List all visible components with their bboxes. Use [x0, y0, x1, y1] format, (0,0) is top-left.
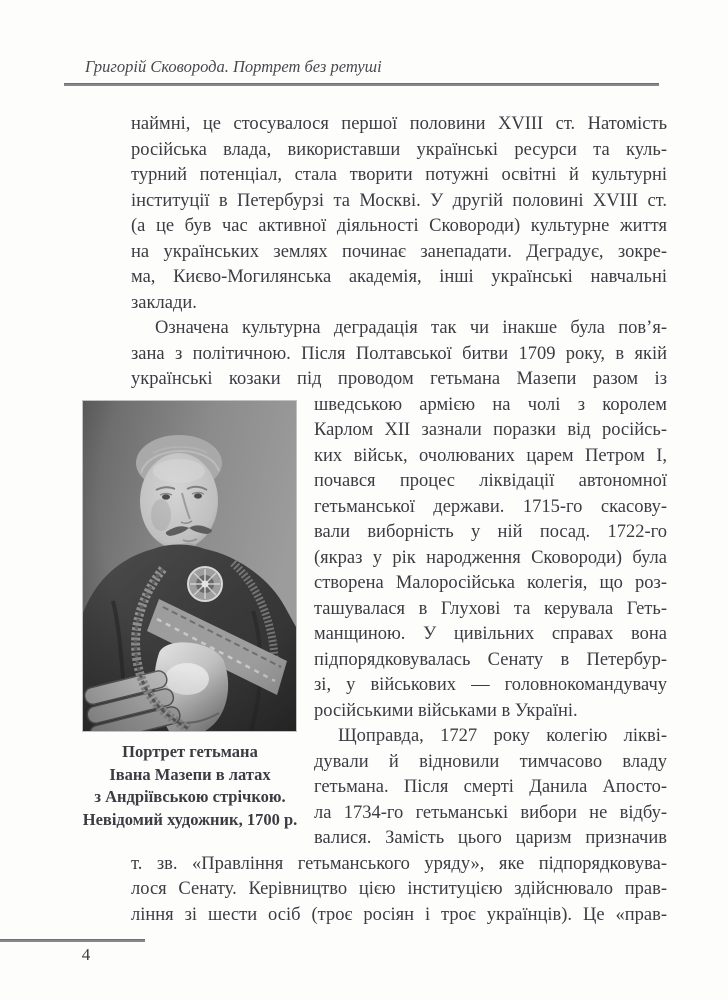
body-line: ла 1734-го гетьманські вибори не відбу-	[314, 802, 667, 823]
body-line: російськими військами в Україні.	[314, 700, 578, 721]
body-line: гетьмана. Після смерті Данила Апосто-	[314, 777, 667, 797]
body-line: шведською армією на чолі з королем	[314, 394, 667, 415]
body-line: підпорядковувалась Сенату в Петербур-	[314, 649, 667, 670]
body-line: Означена культурна деградація так чи інакше була пов’я-	[155, 318, 667, 338]
mazepa-portrait-illustration	[83, 401, 296, 731]
body-line: Карлом XII зазнали поразки від російсь-	[314, 420, 667, 440]
body-line: манщиною. У цивільних справах вона	[314, 624, 667, 644]
body-line: ташувалася в Глухові та керувала Геть-	[314, 598, 667, 619]
body-line: російська влада, використавши українські ресурси та куль-	[131, 139, 667, 160]
header-rule	[64, 83, 659, 86]
body-line: (якраз у рік народження Сковороди) була	[314, 547, 667, 568]
caption-line: Івана Мазепи в латах	[109, 764, 271, 784]
body-line: турний потенціал, стала творити потужні освітні й культурні	[131, 165, 667, 185]
body-line: зі, у військових — головнокомандувачу	[314, 675, 667, 695]
page-number: 4	[81, 945, 91, 964]
body-line: створена Малоросійська колегія, що роз-	[314, 573, 667, 593]
body-line: на українських землях починає занепадати. Деградує, зокре-	[131, 241, 667, 262]
footer-rule	[0, 939, 145, 942]
figure-caption	[55, 741, 325, 831]
body-line: (а це був час активної діяльності Сковороди) культурне життя	[131, 216, 667, 236]
caption-line: Невідомий художник, 1700 р.	[82, 809, 298, 829]
body-line: ких військ, очолюваних царем Петром I,	[314, 445, 667, 466]
body-line: вали виборність у ній посад. 1722-го	[314, 522, 667, 542]
body-line: почався процес ліквідації автономної	[314, 471, 667, 491]
body-line: інституції в Петербурзі та Москві. У другій половині XVIII ст.	[131, 190, 667, 211]
portrait-image	[82, 400, 297, 732]
body-line: зана з політичною. Після Полтавської битви 1709 року, в якій	[131, 343, 667, 364]
body-line: дували й відновили тимчасово владу	[314, 751, 667, 772]
body-line: Щоправда, 1727 року колегію лікві-	[338, 726, 667, 746]
body-line: гетьманської держави. 1715-го скасову-	[314, 496, 667, 517]
body-line: наймні, це стосувалося першої половини XVIII ст. Натомість	[131, 114, 667, 134]
body-line: ма, Києво-Могилянська академія, інші українські навчальні	[131, 267, 667, 287]
body-line: українські козаки під проводом гетьмана Мазепи разом із	[131, 369, 667, 389]
caption-line: з Андріївською стрічкою.	[94, 787, 286, 806]
body-line: валися. Замість цього царизм призначив	[314, 828, 667, 848]
body-line: заклади.	[131, 292, 197, 313]
body-line: лося Сенату. Керівництво цією інституцією здійснювало прав-	[131, 879, 667, 899]
body-line: ління зі шести осіб (троє росіян і троє українців). Це «прав-	[131, 904, 667, 925]
caption-line: Портрет гетьмана	[122, 742, 258, 761]
running-header-title: Григорій Сковорода. Портрет без ретуші	[85, 57, 382, 76]
body-line: т. зв. «Правління гетьманського уряду», яке підпорядковува-	[131, 853, 667, 874]
